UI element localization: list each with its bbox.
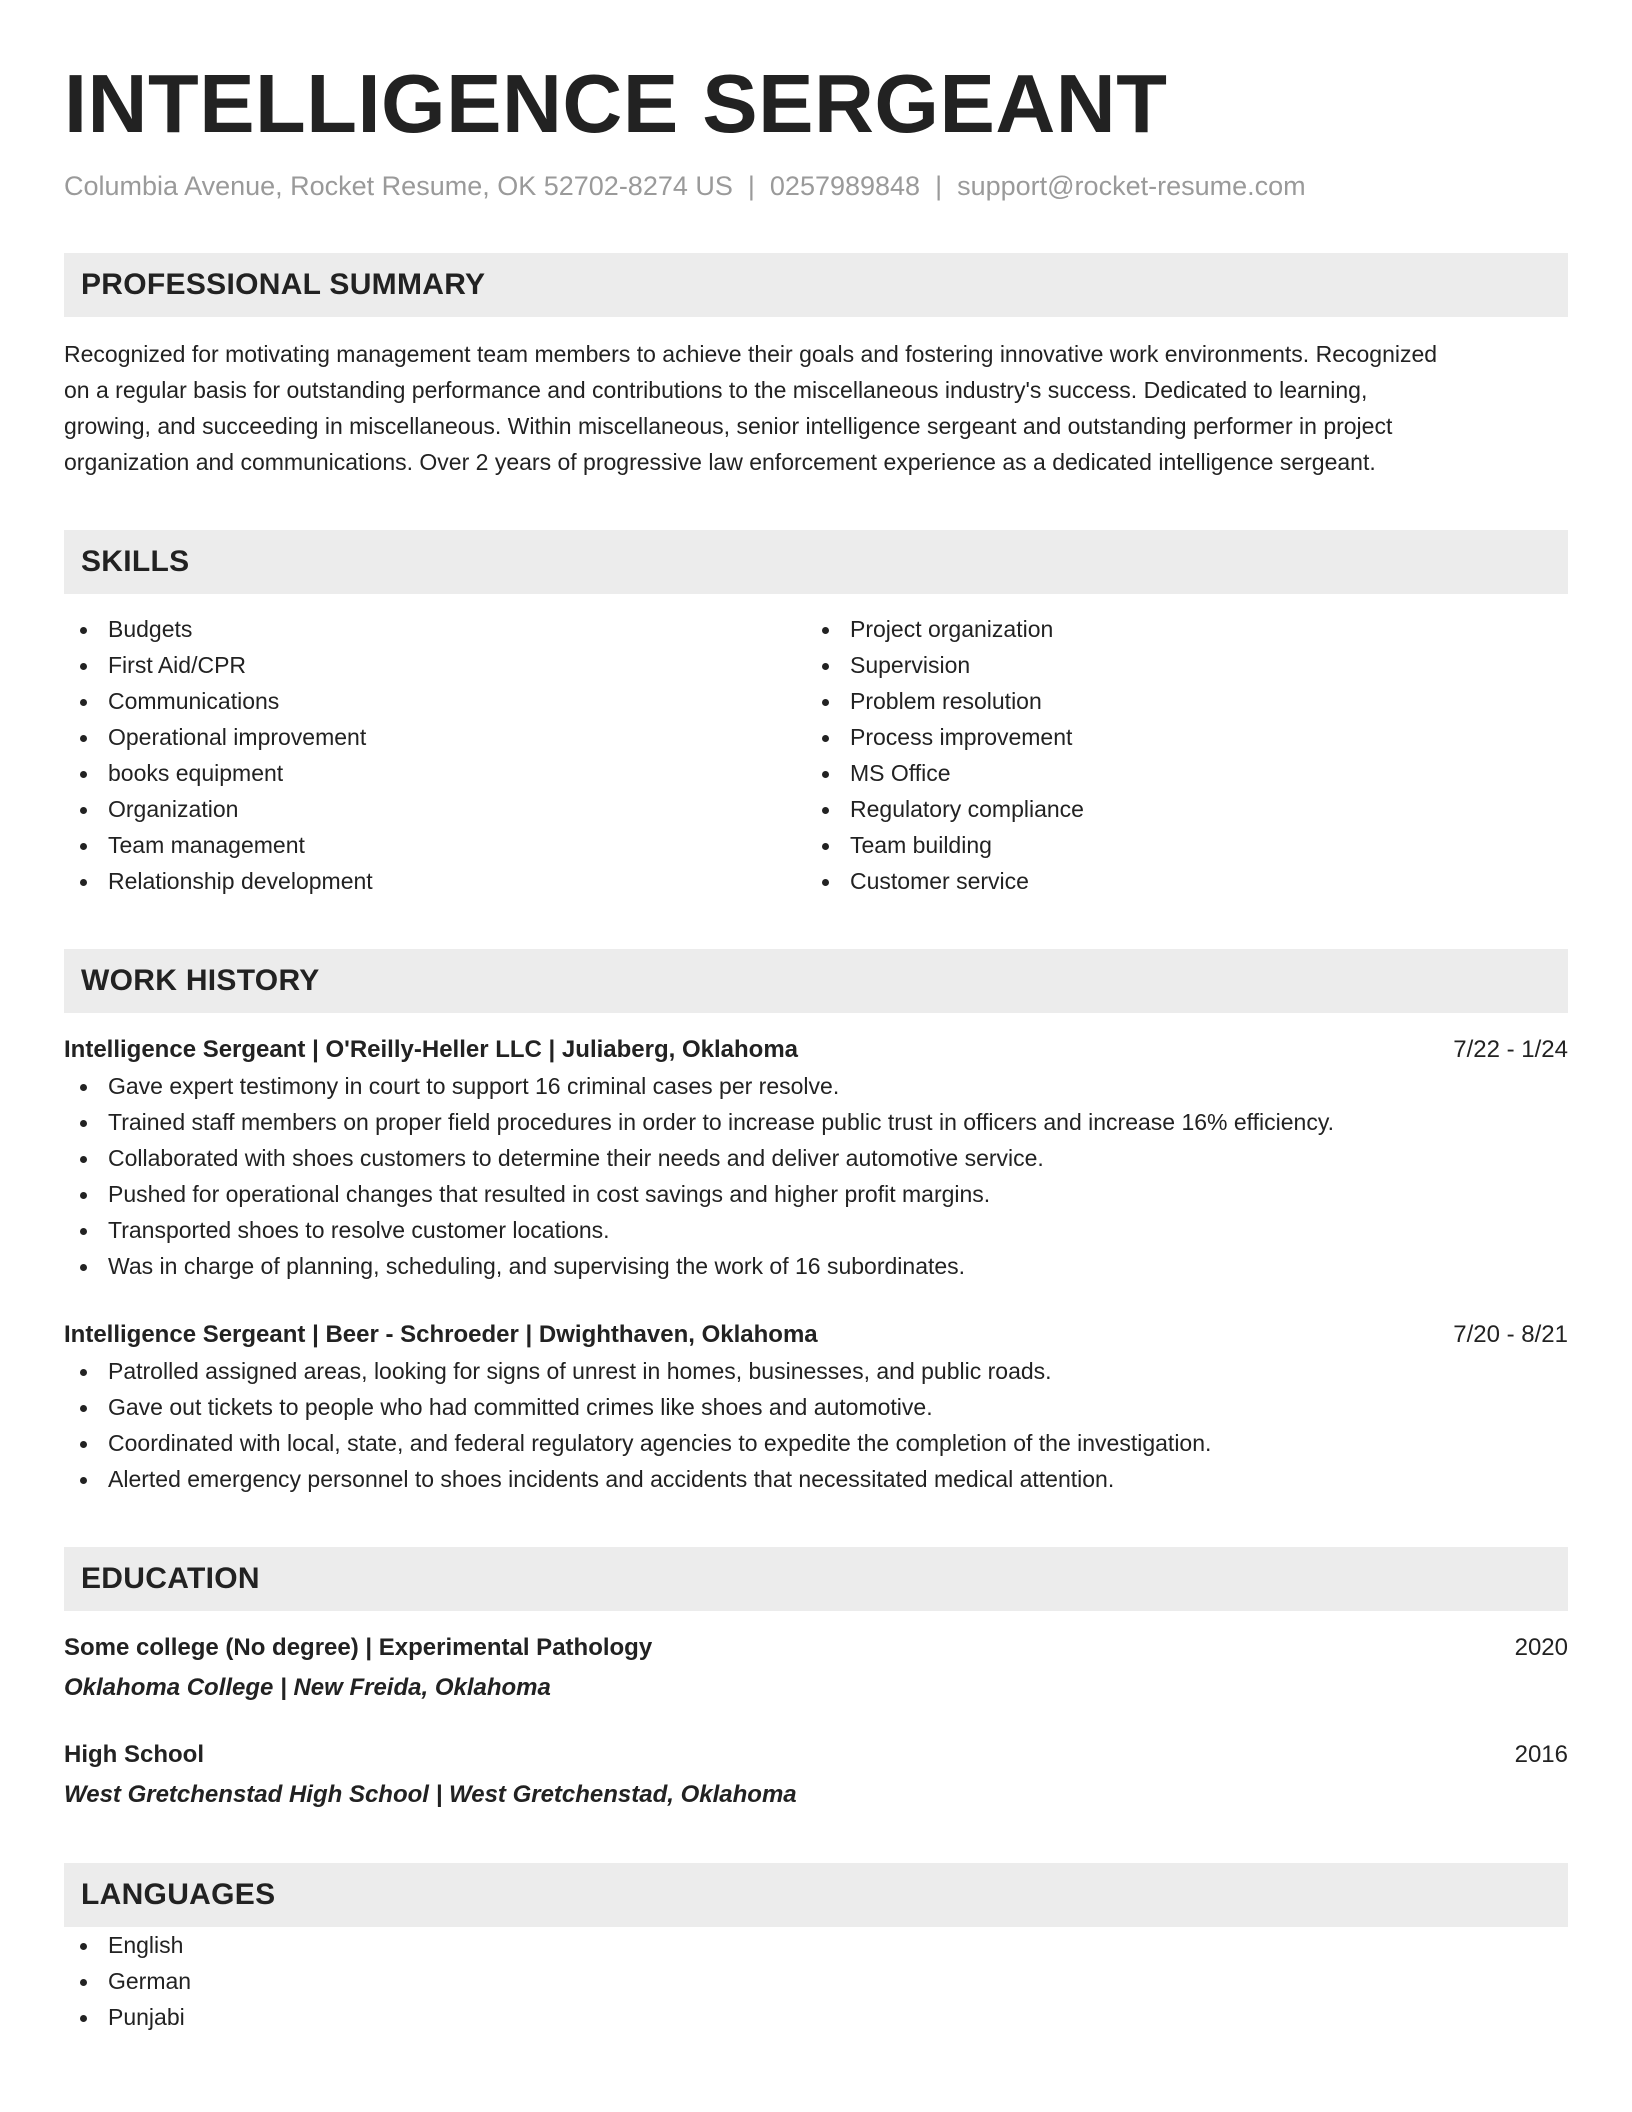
summary-line: Recognized for motivating management team members to achieve their goals and fostering innovative work environments. Recognized <box>64 341 1438 367</box>
skills-list <box>64 611 1568 899</box>
language-item: Punjabi <box>64 1999 1568 2035</box>
education-school: Oklahoma College | New Freida, Oklahoma <box>64 1674 551 1701</box>
skill-item: Team building <box>806 827 1548 863</box>
skill-item: First Aid/CPR <box>64 647 806 683</box>
education-year: 2020 <box>1514 1634 1568 1661</box>
language-item: German <box>64 1963 1568 1999</box>
summary-heading: PROFESSIONAL SUMMARY <box>64 253 1568 317</box>
summary-text <box>64 336 1568 480</box>
work-history-heading: WORK HISTORY <box>64 949 1568 1013</box>
education-header <box>64 1737 1568 1773</box>
job-duty: Gave out tickets to people who had committed crimes like shoes and automotive. <box>64 1389 1568 1425</box>
contact-email[interactable]: support@rocket-resume.com <box>957 171 1306 201</box>
education-header <box>64 1630 1568 1666</box>
contact-separator: | <box>935 171 943 201</box>
job-header <box>64 1317 1568 1353</box>
job-duty: Collaborated with shoes customers to determine their needs and deliver automotive service. <box>64 1140 1568 1176</box>
contact-line <box>64 170 1568 202</box>
education-year: 2016 <box>1514 1741 1568 1768</box>
job-dates: 7/22 - 1/24 <box>1453 1036 1568 1063</box>
job-duties <box>64 1068 1568 1284</box>
job-duty: Pushed for operational changes that resulted in cost savings and higher profit margins. <box>64 1176 1568 1212</box>
summary-line: on a regular basis for outstanding performance and contributions to the miscellaneous industry's success. Dedicated to learning, <box>64 377 1368 403</box>
job-title: Intelligence Sergeant | O'Reilly-Heller LLC | Juliaberg, Oklahoma <box>64 1036 799 1063</box>
job-duty: Trained staff members on proper field procedures in order to increase public trust in officers and increase 16% efficiency. <box>64 1104 1568 1140</box>
skill-item: Process improvement <box>806 719 1548 755</box>
skill-item: books equipment <box>64 755 806 791</box>
job-duty: Was in charge of planning, scheduling, and supervising the work of 16 subordinates. <box>64 1248 1568 1284</box>
skill-item: Organization <box>64 791 806 827</box>
job-duty: Transported shoes to resolve customer locations. <box>64 1212 1568 1248</box>
contact-address: Columbia Avenue, Rocket Resume, OK 52702-8274 US <box>64 171 733 201</box>
summary-line: organization and communications. Over 2 years of progressive law enforcement experience as a dedicated intelligence sergeant. <box>64 449 1376 475</box>
skill-item: Supervision <box>806 647 1548 683</box>
skill-item: Project organization <box>806 611 1548 647</box>
education-heading: EDUCATION <box>64 1547 1568 1611</box>
education-school: West Gretchenstad High School | West Gretchenstad, Oklahoma <box>64 1781 797 1808</box>
skill-item: Relationship development <box>64 863 806 899</box>
language-item: English <box>64 1927 1568 1963</box>
job-duty: Coordinated with local, state, and federal regulatory agencies to expedite the completion of the investigation. <box>64 1425 1568 1461</box>
contact-separator: | <box>747 171 755 201</box>
languages-list <box>64 1927 1568 2035</box>
job-duties <box>64 1353 1568 1497</box>
skill-item: Team management <box>64 827 806 863</box>
job-header <box>64 1032 1568 1068</box>
education-degree: High School <box>64 1741 204 1768</box>
job-title: Intelligence Sergeant | Beer - Schroeder | Dwighthaven, Oklahoma <box>64 1321 818 1348</box>
job-duty: Patrolled assigned areas, looking for signs of unrest in homes, businesses, and public roads. <box>64 1353 1568 1389</box>
languages-heading: LANGUAGES <box>64 1863 1568 1927</box>
skill-item: Customer service <box>806 863 1548 899</box>
resume-page <box>64 0 1568 2035</box>
skills-column-left <box>64 611 806 899</box>
summary-line: growing, and succeeding in miscellaneous. Within miscellaneous, senior intelligence sergeant and outstanding performer in project <box>64 413 1393 439</box>
job-duty: Alerted emergency personnel to shoes incidents and accidents that necessitated medical attention. <box>64 1461 1568 1497</box>
contact-phone: 0257989848 <box>769 171 921 201</box>
job-dates: 7/20 - 8/21 <box>1453 1321 1568 1348</box>
education-degree: Some college (No degree) | Experimental Pathology <box>64 1634 653 1661</box>
skill-item: Operational improvement <box>64 719 806 755</box>
skill-item: Regulatory compliance <box>806 791 1548 827</box>
skill-item: MS Office <box>806 755 1548 791</box>
candidate-name: INTELLIGENCE SERGEANT <box>64 57 1168 150</box>
skill-item: Problem resolution <box>806 683 1548 719</box>
skill-item: Budgets <box>64 611 806 647</box>
skills-heading: SKILLS <box>64 530 1568 594</box>
skill-item: Communications <box>64 683 806 719</box>
job-duty: Gave expert testimony in court to support 16 criminal cases per resolve. <box>64 1068 1568 1104</box>
skills-column-right <box>806 611 1548 899</box>
